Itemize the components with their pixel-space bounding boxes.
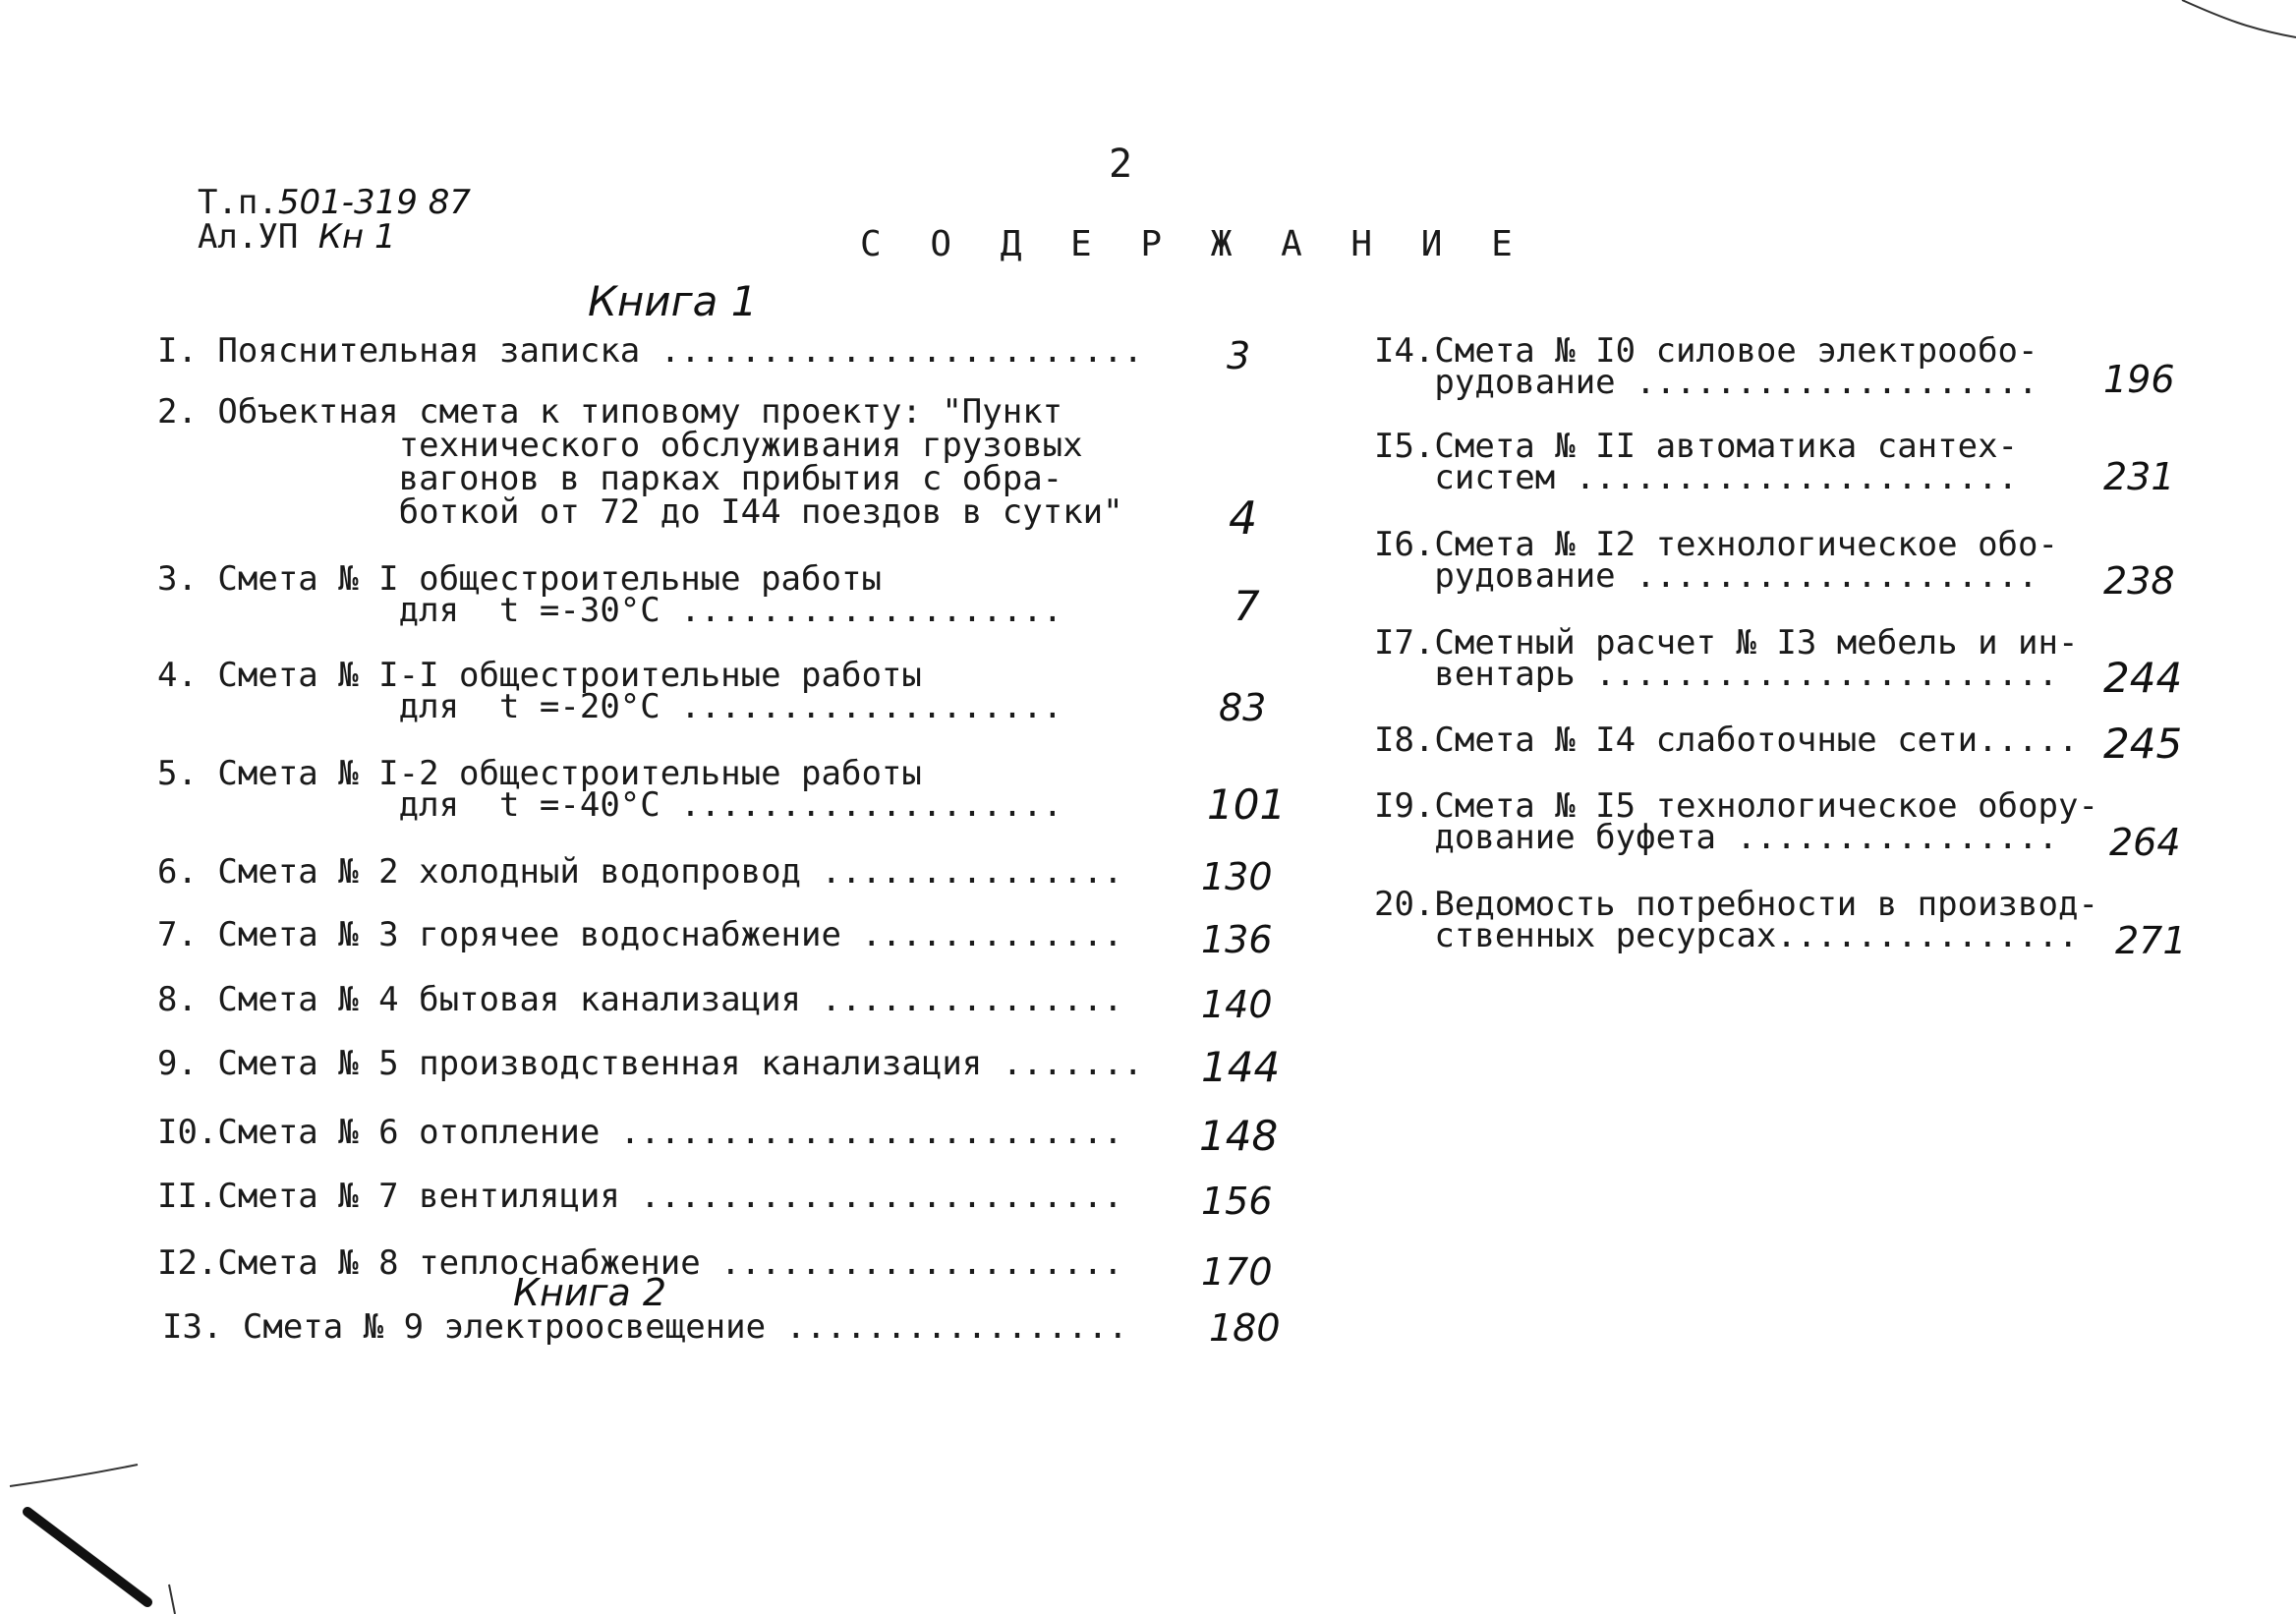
tp-prefix: Т.п.: [197, 183, 278, 222]
toc-entry-line: I6.Смета № I2 технологическое обо-: [1374, 525, 2058, 564]
toc-entry-line: I. Пояснительная записка ........................: [157, 331, 1144, 371]
toc-entry-line: 9. Смета № 5 производственная канализация .......: [157, 1044, 1144, 1083]
toc-entry-line: 2. Объектная смета к типовому проекту: "Пункт: [157, 392, 1063, 432]
toc-entry-page: 136: [1201, 918, 1273, 961]
toc-entry-line: вагонов в парках прибытия с обра-: [157, 459, 1063, 498]
toc-entry-page: 7: [1234, 582, 1260, 630]
toc-entry-line: I7.Сметный расчет № I3 мебель и ин-: [1374, 623, 2079, 663]
toc-entry-line: 8. Смета № 4 бытовая канализация ...............: [157, 980, 1123, 1019]
toc-entry-page: 271: [2115, 919, 2187, 962]
toc-entry-line: I0.Смета № 6 отопление .........................: [157, 1113, 1123, 1152]
book2-label: Книга 2: [513, 1271, 667, 1314]
toc-entry-line: систем ......................: [1374, 458, 2019, 497]
toc-entry-page: 130: [1201, 855, 1273, 898]
tp-value: 501-319 87: [277, 183, 471, 222]
toc-entry-page: 180: [1209, 1306, 1281, 1350]
page-number: 2: [1109, 142, 1133, 187]
toc-entry-line: 3. Смета № I общестроительные работы: [157, 559, 882, 599]
toc-entry-page: 83: [1219, 686, 1267, 729]
toc-entry-line: 4. Смета № I-I общестроительные работы: [157, 656, 922, 695]
al-value: Кн 1: [317, 217, 396, 257]
toc-entry-page: 170: [1201, 1250, 1273, 1294]
toc-entry-line: I2.Смета № 8 теплоснабжение ....................: [157, 1243, 1123, 1283]
toc-entry-line: 7. Смета № 3 горячее водоснабжение .............: [157, 915, 1123, 954]
toc-entry-line: I9.Смета № I5 технологическое обору-: [1374, 786, 2098, 826]
corner-stroke-top-right: [2182, 0, 2296, 37]
toc-entry-line: боткой от 72 до I44 поездов в сутки": [157, 492, 1123, 532]
toc-entry-page: 238: [2103, 559, 2175, 603]
toc-entry-line: 5. Смета № I-2 общестроительные работы: [157, 754, 922, 793]
toc-entry-page: 264: [2109, 821, 2181, 864]
corner-stroke-bottom-left: [10, 1465, 138, 1486]
toc-entry-line: технического обслуживания грузовых: [157, 426, 1083, 465]
toc-entry-line: I3. Смета № 9 электроосвещение .................: [162, 1307, 1128, 1347]
toc-entry-line: для t =-30°C ...................: [157, 591, 1063, 630]
corner-mark-bottom-left: [28, 1512, 147, 1602]
toc-entry-line: рудование ....................: [1374, 556, 2038, 596]
toc-entry-line: I5.Смета № II автоматика сантех-: [1374, 427, 2019, 466]
toc-entry-line: вентарь .......................: [1374, 655, 2058, 694]
toc-entry-page: 231: [2103, 455, 2175, 498]
toc-entry-line: рудование ....................: [1374, 363, 2038, 402]
toc-entry-line: ственных ресурсах...............: [1374, 916, 2079, 955]
toc-entry-page: 101: [1207, 780, 1287, 829]
page-title: С О Д Е Р Ж А Н И Е: [860, 224, 1526, 264]
toc-entry-page: 140: [1201, 983, 1273, 1026]
toc-entry-line: для t =-40°C ...................: [157, 785, 1063, 825]
book1-label: Книга 1: [588, 277, 758, 325]
toc-entry-line: 6. Смета № 2 холодный водопровод ...............: [157, 852, 1123, 892]
toc-entry-line: 20.Ведомость потребности в производ-: [1374, 885, 2098, 924]
toc-entry-line: для t =-20°C ...................: [157, 687, 1063, 726]
toc-entry-page: 196: [2103, 358, 2175, 401]
toc-entry-page: 245: [2103, 720, 2183, 768]
toc-entry-page: 156: [1201, 1180, 1273, 1223]
toc-entry-page: 144: [1201, 1043, 1281, 1091]
al-prefix: Ал.УП: [197, 217, 299, 257]
toc-entry-page: 3: [1227, 334, 1251, 377]
toc-entry-page: 4: [1229, 491, 1258, 545]
toc-entry-page: 148: [1199, 1112, 1279, 1160]
toc-entry-line: I8.Смета № I4 слаботочные сети.....: [1374, 721, 2079, 760]
toc-entry-line: дование буфета ................: [1374, 818, 2058, 857]
toc-entry-line: II.Смета № 7 вентиляция ........................: [157, 1177, 1123, 1216]
toc-entry-page: 244: [2103, 654, 2183, 702]
toc-entry-line: I4.Смета № I0 силовое электрообо-: [1374, 331, 2038, 371]
corner-tick: [169, 1585, 175, 1614]
